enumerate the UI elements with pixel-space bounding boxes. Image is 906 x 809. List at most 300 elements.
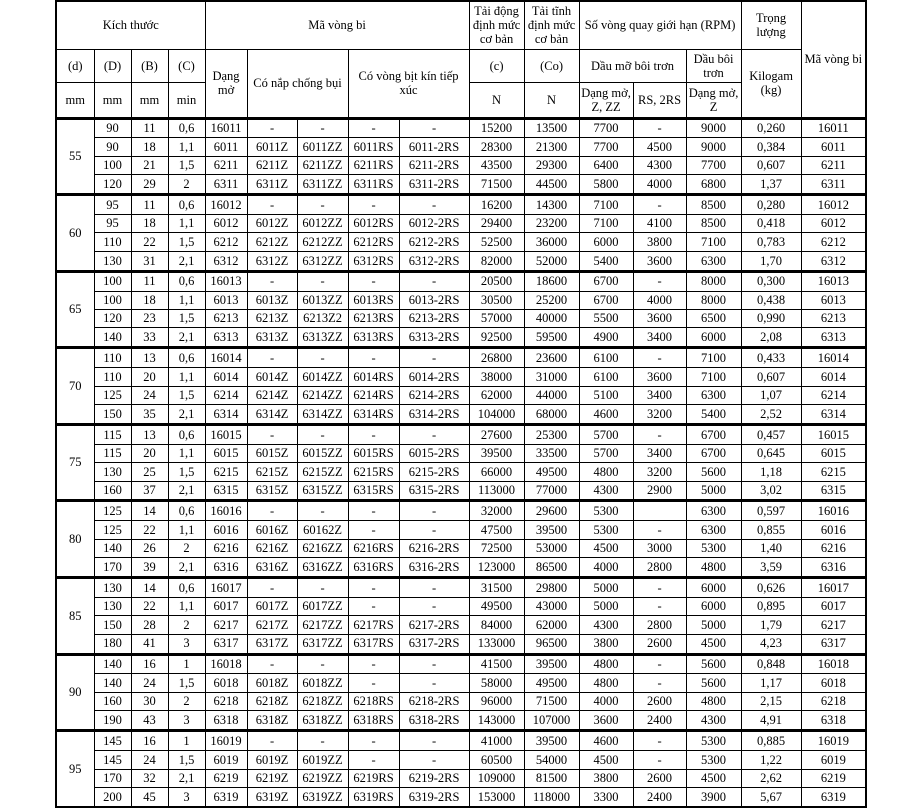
table-cell: 16018 [205, 654, 247, 674]
table-cell: 2600 [633, 692, 686, 710]
table-cell: 1,37 [741, 175, 801, 195]
table-row [56, 405, 866, 425]
header-unit-n-dynamic: N [469, 82, 524, 118]
header-B: (B) [131, 49, 168, 82]
table-cell: 5700 [579, 444, 633, 462]
table-cell: 6013ZZ [297, 291, 348, 309]
table-cell: 6311ZZ [297, 175, 348, 195]
table-row [56, 578, 866, 598]
table-cell: 3600 [633, 309, 686, 327]
table-cell: 4500 [686, 769, 741, 787]
header-grease-lube: Dầu mỡ bôi trơn [579, 49, 686, 82]
table-cell: 6211-2RS [399, 156, 469, 174]
table-row [56, 597, 866, 615]
table-cell: 4000 [633, 175, 686, 195]
table-cell: 2600 [633, 634, 686, 654]
table-cell: - [297, 271, 348, 291]
table-cell: 4500 [686, 634, 741, 654]
table-cell: 5300 [686, 539, 741, 557]
table-cell: 28300 [469, 138, 524, 156]
table-cell: 100 [94, 156, 131, 174]
table-cell: 16011 [801, 118, 866, 138]
bore-diameter-group-cell: 70 [56, 348, 94, 425]
table-cell: 16019 [801, 731, 866, 751]
table-cell: 36000 [524, 233, 579, 251]
table-cell: 6214-2RS [399, 386, 469, 404]
table-cell: 6219RS [348, 769, 399, 787]
table-cell: - [399, 271, 469, 291]
table-cell: 90 [94, 118, 131, 138]
table-cell [633, 501, 686, 521]
table-cell: 24 [131, 386, 168, 404]
table-cell: 1,1 [168, 444, 205, 462]
table-cell: 6211RS [348, 156, 399, 174]
table-cell: 180 [94, 634, 131, 654]
header-limiting-speed: Số vòng quay giới hạn (RPM) [579, 1, 741, 49]
table-cell: 6213 [801, 309, 866, 327]
table-cell: 4500 [579, 539, 633, 557]
header-d: (d) [56, 49, 94, 82]
bore-diameter-group-cell: 85 [56, 578, 94, 655]
table-cell: 0,855 [741, 521, 801, 539]
table-cell: 0,6 [168, 118, 205, 138]
table-cell: 150 [94, 405, 131, 425]
table-cell: 0,607 [741, 368, 801, 386]
table-cell: 1,1 [168, 521, 205, 539]
table-cell: 4000 [579, 558, 633, 578]
table-cell: 15200 [469, 118, 524, 138]
table-cell: 1,5 [168, 156, 205, 174]
table-cell: 4500 [579, 751, 633, 769]
table-cell: - [348, 674, 399, 692]
table-cell: 6216ZZ [297, 539, 348, 557]
table-cell: - [348, 348, 399, 368]
table-cell: 20500 [469, 271, 524, 291]
table-cell: 170 [94, 558, 131, 578]
header-static-load: Tải tĩnh định mức cơ bản [524, 1, 579, 49]
table-row [56, 539, 866, 557]
table-cell: 6314ZZ [297, 405, 348, 425]
table-cell: - [297, 195, 348, 215]
table-cell: 35 [131, 405, 168, 425]
table-cell: 6316ZZ [297, 558, 348, 578]
table-cell: 49500 [524, 463, 579, 481]
table-cell: 6319-2RS [399, 788, 469, 807]
table-cell: 6218Z [247, 692, 297, 710]
table-cell: 29 [131, 175, 168, 195]
table-cell: 6315 [205, 481, 247, 501]
table-cell: - [247, 731, 297, 751]
header-sealed: Có vòng bịt kín tiếp xúc [348, 49, 469, 118]
table-cell: 30500 [469, 291, 524, 309]
table-row [56, 251, 866, 271]
header-grease-open-z-zz: Dạng mở, Z, ZZ [579, 82, 633, 118]
table-cell: 6217ZZ [297, 616, 348, 634]
table-cell: 6318 [801, 711, 866, 731]
table-cell: - [348, 271, 399, 291]
table-cell: 1,5 [168, 674, 205, 692]
table-cell: 3000 [633, 539, 686, 557]
table-cell: 6011Z [247, 138, 297, 156]
table-cell: 6700 [579, 271, 633, 291]
table-cell: 16017 [205, 578, 247, 598]
table-cell: 6216RS [348, 539, 399, 557]
table-cell: 3800 [579, 769, 633, 787]
table-cell: 0,6 [168, 195, 205, 215]
header-oil-lube: Dầu bôi trơn [686, 49, 741, 82]
table-cell: 18 [131, 214, 168, 232]
table-row [56, 156, 866, 174]
table-cell: 13500 [524, 118, 579, 138]
table-cell: 4500 [633, 138, 686, 156]
table-cell: 6212-2RS [399, 233, 469, 251]
table-cell: 0,885 [741, 731, 801, 751]
table-cell: 125 [94, 501, 131, 521]
table-cell: 7100 [579, 195, 633, 215]
table-cell: 6011ZZ [297, 138, 348, 156]
table-cell: 6011 [205, 138, 247, 156]
table-row [56, 558, 866, 578]
table-cell: 1,22 [741, 751, 801, 769]
table-cell: 8000 [686, 291, 741, 309]
table-cell: 5700 [579, 424, 633, 444]
table-cell: 77000 [524, 481, 579, 501]
table-cell: 6215RS [348, 463, 399, 481]
table-row [56, 711, 866, 731]
table-cell: - [399, 578, 469, 598]
table-cell: 43 [131, 711, 168, 731]
table-cell: 2,08 [741, 328, 801, 348]
table-cell: 6313 [205, 328, 247, 348]
table-cell: 54000 [524, 751, 579, 769]
table-cell: - [399, 674, 469, 692]
table-cell: - [348, 521, 399, 539]
table-cell: 6012ZZ [297, 214, 348, 232]
bore-diameter-group-cell: 95 [56, 731, 94, 807]
table-cell: 6012Z [247, 214, 297, 232]
table-row [56, 481, 866, 501]
table-cell: 6013 [205, 291, 247, 309]
table-cell: 2400 [633, 788, 686, 807]
table-cell: - [348, 118, 399, 138]
table-cell: - [399, 597, 469, 615]
table-cell: 6317Z [247, 634, 297, 654]
table-cell: 143000 [469, 711, 524, 731]
table-cell: 4300 [633, 156, 686, 174]
table-cell: 2,52 [741, 405, 801, 425]
table-cell: 6019Z [247, 751, 297, 769]
table-cell: 6219Z [247, 769, 297, 787]
table-cell: 22 [131, 521, 168, 539]
table-cell: 6217-2RS [399, 616, 469, 634]
table-cell: 3900 [686, 788, 741, 807]
table-cell: 23600 [524, 348, 579, 368]
header-weight: Trọng lượng [741, 1, 801, 49]
table-cell: 6218 [205, 692, 247, 710]
table-cell: 6300 [686, 386, 741, 404]
table-cell: 6219-2RS [399, 769, 469, 787]
table-cell: 6000 [579, 233, 633, 251]
table-cell: 8500 [686, 195, 741, 215]
table-cell: 6317-2RS [399, 634, 469, 654]
table-cell: 28 [131, 616, 168, 634]
bore-diameter-group-cell: 65 [56, 271, 94, 348]
table-cell: 25300 [524, 424, 579, 444]
table-cell: 26 [131, 539, 168, 557]
table-cell: 0,280 [741, 195, 801, 215]
table-cell: 3800 [579, 634, 633, 654]
table-cell: 6311RS [348, 175, 399, 195]
table-cell: 16012 [205, 195, 247, 215]
table-cell: - [633, 118, 686, 138]
table-cell: 8000 [686, 271, 741, 291]
table-cell: 41000 [469, 731, 524, 751]
table-cell: 8500 [686, 214, 741, 232]
table-cell: 113000 [469, 481, 524, 501]
table-cell: 6315RS [348, 481, 399, 501]
table-cell: 16015 [205, 424, 247, 444]
table-cell: 6000 [686, 578, 741, 598]
table-cell: 16013 [205, 271, 247, 291]
table-cell: 71500 [524, 692, 579, 710]
table-cell: 71500 [469, 175, 524, 195]
table-cell: 14 [131, 578, 168, 598]
table-cell: 0,418 [741, 214, 801, 232]
table-row [56, 501, 866, 521]
table-cell: 0,597 [741, 501, 801, 521]
table-cell: 6211 [205, 156, 247, 174]
table-cell: 62000 [469, 386, 524, 404]
table-row [56, 195, 866, 215]
table-cell: 6211 [801, 156, 866, 174]
table-cell: - [348, 195, 399, 215]
table-cell: 6018 [801, 674, 866, 692]
table-cell: 0,300 [741, 271, 801, 291]
bore-diameter-group-cell: 80 [56, 501, 94, 578]
table-cell: 115 [94, 444, 131, 462]
table-cell: - [633, 578, 686, 598]
table-cell: 3600 [579, 711, 633, 731]
table-row [56, 616, 866, 634]
table-cell: 0,645 [741, 444, 801, 462]
table-cell: - [399, 118, 469, 138]
table-cell: 1,70 [741, 251, 801, 271]
table-cell: 140 [94, 328, 131, 348]
table-cell: 6018 [205, 674, 247, 692]
table-cell: 6013-2RS [399, 291, 469, 309]
table-cell: 107000 [524, 711, 579, 731]
table-cell: 6016Z [247, 521, 297, 539]
header-unit-n-static: N [524, 82, 579, 118]
table-cell: 4,23 [741, 634, 801, 654]
table-cell: 6212 [801, 233, 866, 251]
table-cell: 24 [131, 674, 168, 692]
table-body [56, 118, 866, 807]
table-cell: - [348, 654, 399, 674]
table-cell: 0,6 [168, 271, 205, 291]
table-cell: 104000 [469, 405, 524, 425]
table-cell: 6312 [801, 251, 866, 271]
table-cell: 6014Z [247, 368, 297, 386]
table-cell: 32000 [469, 501, 524, 521]
table-cell: 5600 [686, 463, 741, 481]
table-cell: 1,40 [741, 539, 801, 557]
table-cell: 6300 [686, 521, 741, 539]
table-cell: 6014-2RS [399, 368, 469, 386]
table-cell: 145 [94, 731, 131, 751]
table-cell: 86500 [524, 558, 579, 578]
table-cell: 11 [131, 118, 168, 138]
table-header [56, 1, 866, 118]
table-cell: 190 [94, 711, 131, 731]
table-cell: - [399, 751, 469, 769]
header-unit-mm-d: mm [56, 82, 94, 118]
table-cell: 130 [94, 463, 131, 481]
table-cell: 6400 [579, 156, 633, 174]
table-cell: 11 [131, 271, 168, 291]
table-cell: 6015Z [247, 444, 297, 462]
table-row [56, 138, 866, 156]
table-cell: 29600 [524, 501, 579, 521]
table-cell: 6314RS [348, 405, 399, 425]
table-cell: 6015RS [348, 444, 399, 462]
table-row [56, 769, 866, 787]
table-row [56, 348, 866, 368]
table-cell: 6219 [205, 769, 247, 787]
table-cell: 2 [168, 539, 205, 557]
table-cell: 52500 [469, 233, 524, 251]
table-cell: 43500 [469, 156, 524, 174]
table-cell: 2,1 [168, 328, 205, 348]
table-cell: 39500 [524, 521, 579, 539]
table-cell: 53000 [524, 539, 579, 557]
table-cell: 6319ZZ [297, 788, 348, 807]
table-cell: 6314-2RS [399, 405, 469, 425]
table-cell: - [348, 597, 399, 615]
table-cell: 14300 [524, 195, 579, 215]
table-cell: 6017 [801, 597, 866, 615]
table-cell: 6313RS [348, 328, 399, 348]
table-cell: 6500 [686, 309, 741, 327]
table-cell: 21 [131, 156, 168, 174]
table-cell: 6217 [801, 616, 866, 634]
table-row [56, 634, 866, 654]
table-cell: 6014ZZ [297, 368, 348, 386]
table-cell: - [247, 424, 297, 444]
table-cell: 6218RS [348, 692, 399, 710]
table-cell: 6016 [205, 521, 247, 539]
table-cell: 120 [94, 309, 131, 327]
table-cell: 23200 [524, 214, 579, 232]
table-cell: 140 [94, 674, 131, 692]
table-cell: 57000 [469, 309, 524, 327]
table-cell: 6212Z [247, 233, 297, 251]
table-cell: 6315ZZ [297, 481, 348, 501]
table-cell: 31000 [524, 368, 579, 386]
table-cell: 6800 [686, 175, 741, 195]
table-cell: 6015ZZ [297, 444, 348, 462]
table-cell: 160 [94, 481, 131, 501]
table-cell: 3 [168, 711, 205, 731]
table-cell: 25 [131, 463, 168, 481]
table-cell: 5000 [579, 578, 633, 598]
table-cell: - [247, 501, 297, 521]
table-cell: 6014 [801, 368, 866, 386]
table-cell: 7100 [686, 368, 741, 386]
table-cell: - [633, 674, 686, 692]
table-cell: 6011 [801, 138, 866, 156]
table-cell: 4,91 [741, 711, 801, 731]
table-row [56, 309, 866, 327]
table-cell: - [297, 578, 348, 598]
table-cell: 23 [131, 309, 168, 327]
table-cell: 29300 [524, 156, 579, 174]
table-cell: 7700 [579, 118, 633, 138]
table-row [56, 463, 866, 481]
table-cell: 6017Z [247, 597, 297, 615]
table-cell: 1,1 [168, 138, 205, 156]
table-cell: - [399, 501, 469, 521]
table-cell: 16 [131, 654, 168, 674]
table-cell: 2,1 [168, 481, 205, 501]
table-cell: 16011 [205, 118, 247, 138]
table-cell: 6314Z [247, 405, 297, 425]
table-row [56, 674, 866, 692]
header-dimensions: Kích thước [56, 1, 205, 49]
table-cell: 4800 [686, 692, 741, 710]
table-cell: 6012RS [348, 214, 399, 232]
table-cell: 5600 [686, 654, 741, 674]
table-cell: - [633, 424, 686, 444]
table-cell: - [297, 424, 348, 444]
table-cell: 5400 [686, 405, 741, 425]
table-row [56, 692, 866, 710]
table-cell: 6314 [801, 405, 866, 425]
table-cell: 16015 [801, 424, 866, 444]
table-cell: 6316RS [348, 558, 399, 578]
table-cell: 0,457 [741, 424, 801, 444]
table-cell: - [399, 195, 469, 215]
table-cell: 6216 [205, 539, 247, 557]
table-cell: 6219 [801, 769, 866, 787]
table-cell: 16016 [801, 501, 866, 521]
table-cell: 6313 [801, 328, 866, 348]
table-cell: 133000 [469, 634, 524, 654]
table-cell: 6100 [579, 348, 633, 368]
table-cell: - [348, 751, 399, 769]
table-cell: 4800 [686, 558, 741, 578]
table-row [56, 386, 866, 404]
table-cell: 33 [131, 328, 168, 348]
bore-diameter-group-cell: 90 [56, 654, 94, 731]
table-cell: 2,15 [741, 692, 801, 710]
table-cell: 6016 [801, 521, 866, 539]
table-cell: 1,79 [741, 616, 801, 634]
table-cell: 100 [94, 271, 131, 291]
table-cell: 4300 [686, 711, 741, 731]
table-cell: 39500 [469, 444, 524, 462]
table-cell: 0,990 [741, 309, 801, 327]
table-cell: 6019 [801, 751, 866, 769]
table-cell: 6319 [205, 788, 247, 807]
table-row [56, 788, 866, 807]
table-cell: 90 [94, 138, 131, 156]
table-cell: 118000 [524, 788, 579, 807]
table-cell: 6019 [205, 751, 247, 769]
table-cell: 170 [94, 769, 131, 787]
table-cell: 1,1 [168, 291, 205, 309]
table-cell: 110 [94, 348, 131, 368]
